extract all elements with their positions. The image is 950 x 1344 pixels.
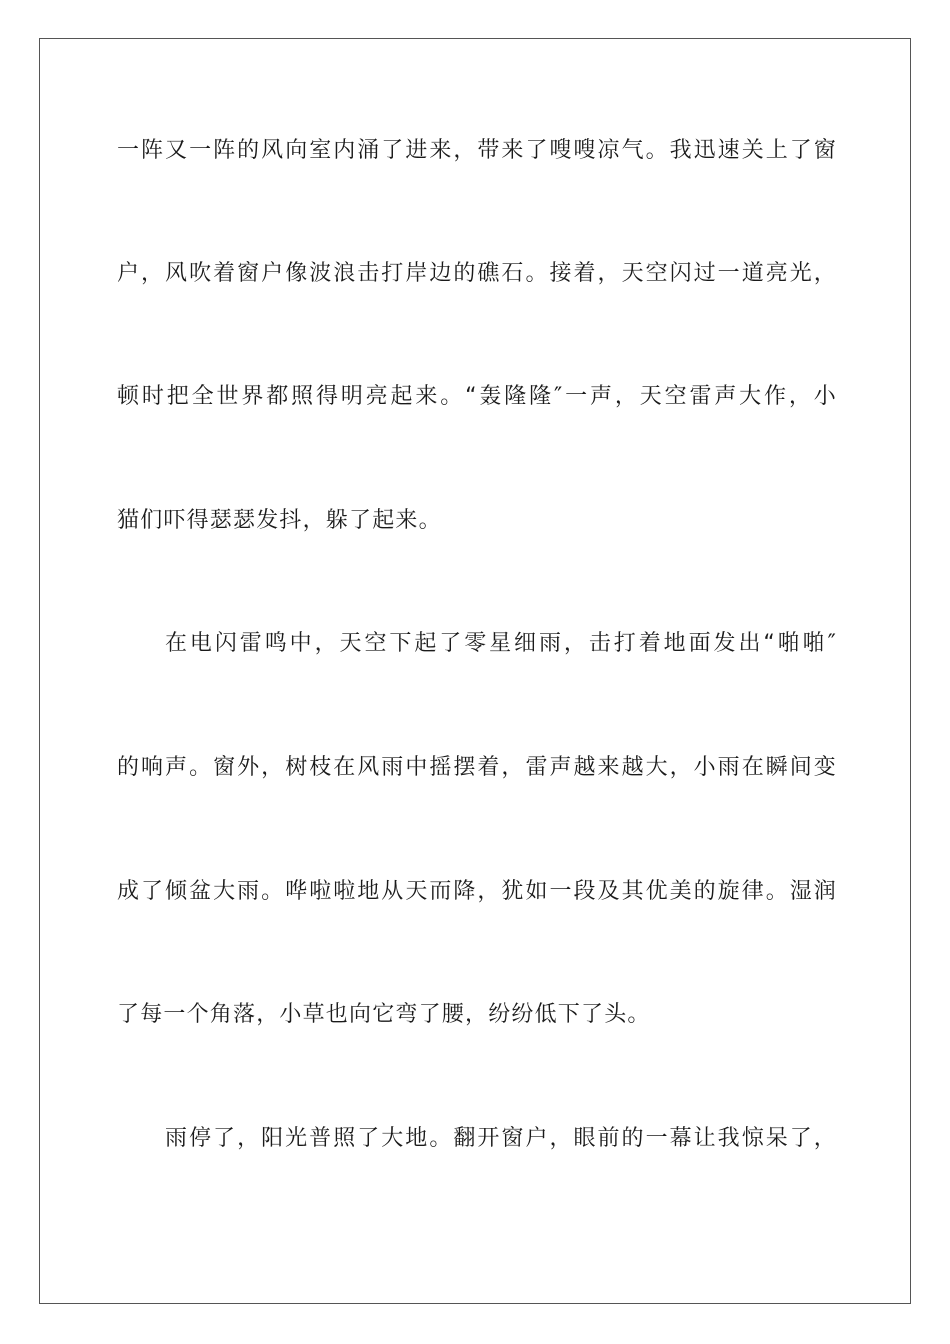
page-border — [39, 38, 911, 1304]
text-line: 成了倾盆大雨。哗啦啦地从天而降，犹如一段及其优美的旋律。湿润 — [117, 879, 837, 904]
text-line: 雨停了，阳光普照了大地。翻开窗户，眼前的一幕让我惊呆了， — [165, 1126, 837, 1151]
text-line: 在电闪雷鸣中，天空下起了零星细雨，击打着地面发出“啪啪″ — [165, 631, 837, 656]
text-line: 猫们吓得瑟瑟发抖，躲了起来。 — [117, 508, 442, 533]
text-line: 顿时把全世界都照得明亮起来。“轰隆隆″一声，天空雷声大作，小 — [117, 384, 837, 409]
text-line: 一阵又一阵的风向室内涌了进来，带来了嗖嗖凉气。我迅速关上了窗 — [117, 138, 837, 163]
text-line: 户，风吹着窗户像波浪击打岸边的礁石。接着，天空闪过一道亮光， — [117, 261, 837, 286]
text-line: 的响声。窗外，树枝在风雨中摇摆着，雷声越来越大，小雨在瞬间变 — [117, 755, 837, 780]
text-line: 了每一个角落，小草也向它弯了腰，纷纷低下了头。 — [117, 1002, 651, 1027]
